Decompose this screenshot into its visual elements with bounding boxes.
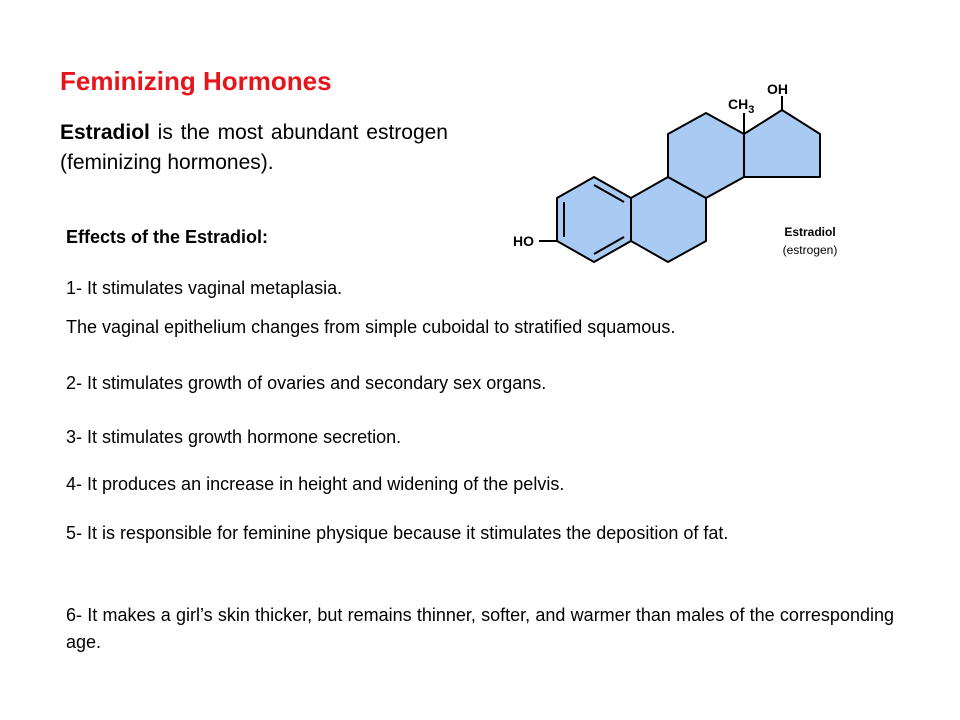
estradiol-structure-diagram <box>500 70 880 270</box>
subscript-3: 3 <box>748 104 755 116</box>
effect-item-4: 4- It produces an increase in height and widening of the pelvis. <box>66 474 565 494</box>
ho-group-label: HO <box>513 233 534 249</box>
effect-item-1: 1- It stimulates vaginal metaplasia. <box>66 278 343 298</box>
effect-item-5: 5- It is responsible for feminine physique because it stimulates the deposition of fat. <box>66 523 729 543</box>
effect-item-3: 3- It stimulates growth hormone secretion. <box>66 427 402 447</box>
ch3-group-label <box>728 96 754 116</box>
effect-item-2: 2- It stimulates growth of ovaries and secondary sex organs. <box>66 373 547 393</box>
effect-item-6: 6- It makes a girl’s skin thicker, but remains thinner, softer, and warmer than males of the corresponding age. <box>66 605 894 652</box>
ring-a <box>557 177 631 262</box>
ch-label: CH <box>728 96 749 112</box>
effects-heading: Effects of the Estradiol: <box>66 227 269 247</box>
molecule-subtitle: (estrogen) <box>782 243 838 257</box>
estradiol-term: Estradiol <box>60 121 150 144</box>
ring-d <box>744 110 820 177</box>
intro-paragraph <box>60 118 448 178</box>
intro-text: is the most abundant estrogen (feminizing hormones). <box>60 121 448 174</box>
effect-item-1-detail: The vaginal epithelium changes from simple cuboidal to stratified squamous. <box>66 317 676 337</box>
molecule-name: Estradiol <box>784 225 836 239</box>
slide-title: Feminizing Hormones <box>60 66 332 96</box>
oh-group-label: OH <box>767 81 788 97</box>
